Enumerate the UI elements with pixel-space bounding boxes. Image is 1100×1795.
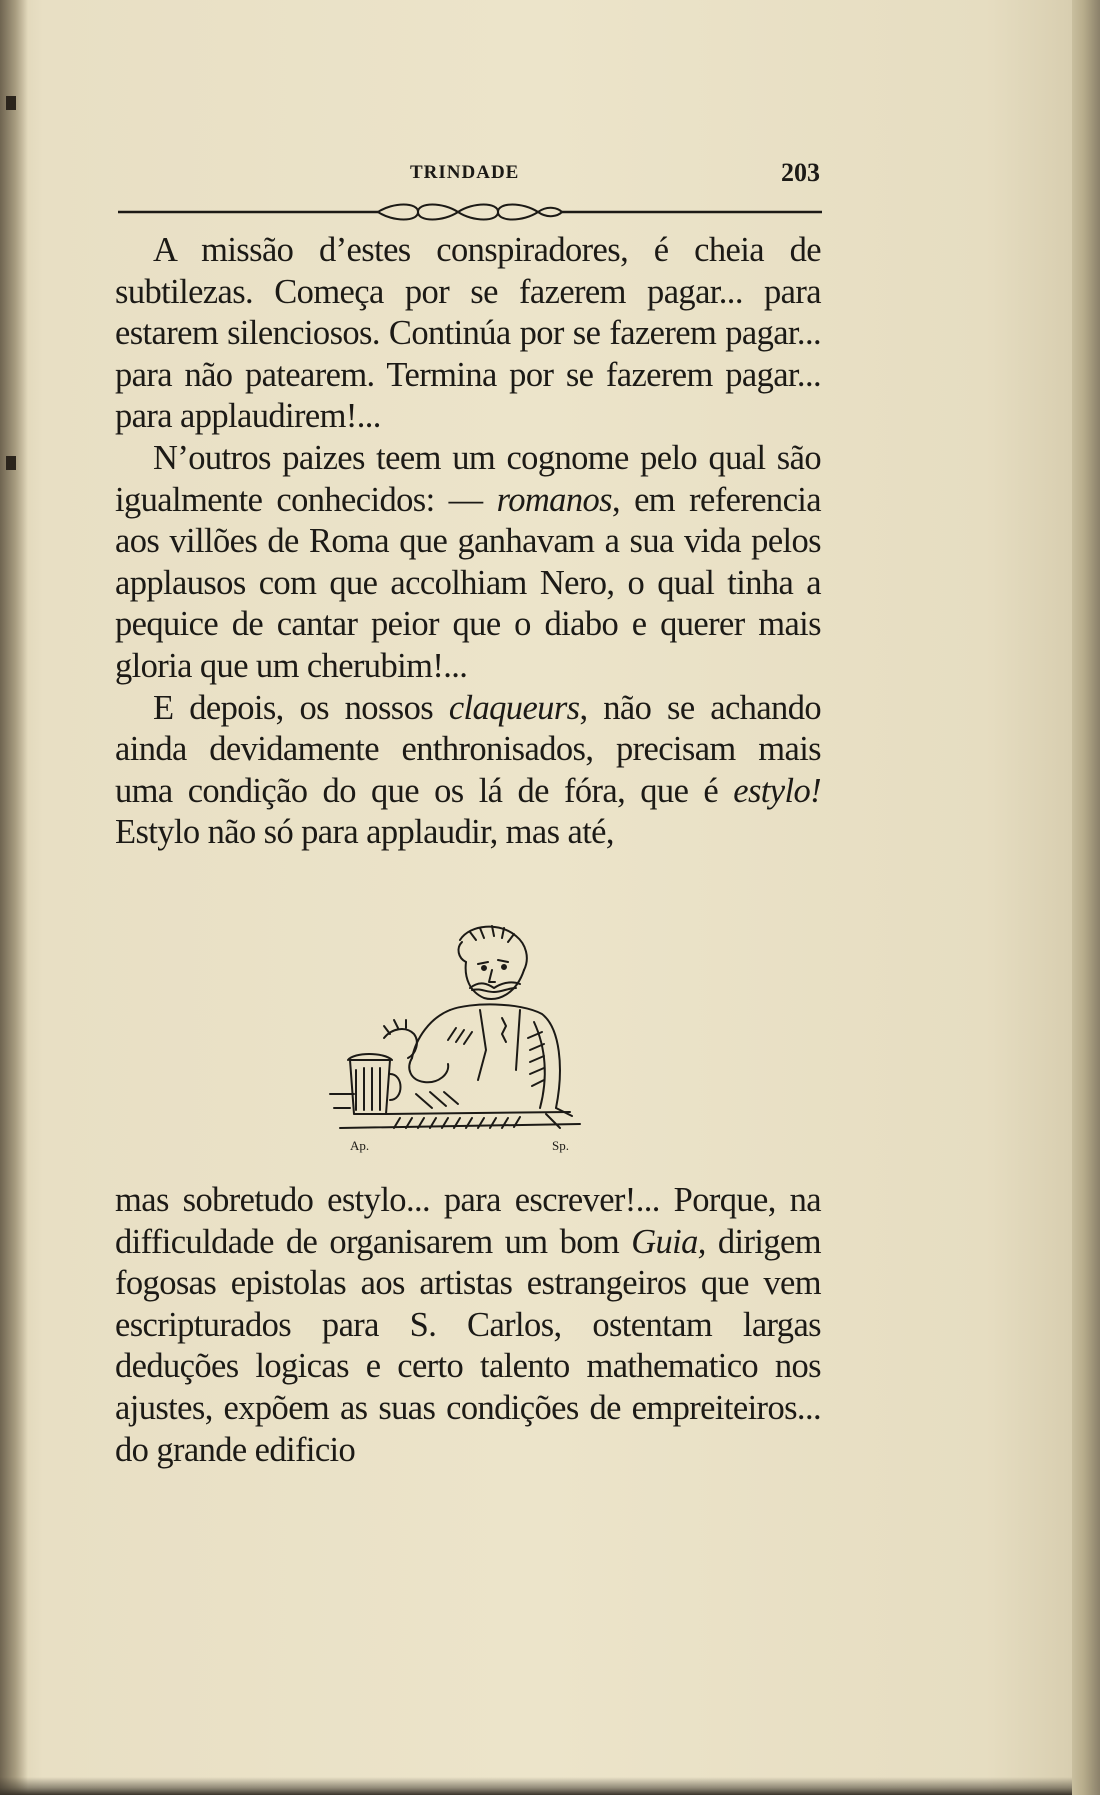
- text-run: , não se achando ainda devidamente enthronisados, precisam mais uma condição do que os lá de fóra, que é: [115, 688, 821, 810]
- running-title: TRINDADE: [410, 162, 520, 183]
- illustration-signature-right: Sp.: [552, 1138, 569, 1153]
- body-text-continuation: [115, 1180, 821, 1471]
- text-run: N’outros paizes teem um cognome pelo qual são igualmente conhecidos: —: [115, 438, 821, 519]
- engraving-man-at-table-icon: [320, 918, 600, 1158]
- body-text: [115, 230, 821, 854]
- text-run: A missão d’estes conspiradores, é cheia de subtilezas. Começa por se fazerem pagar... para estarem silenciosos. Continúa por se fazerem pagar... para não patearem. Termina por se fazerem pagar... para applaudirem!...: [115, 231, 821, 436]
- text-run: dirigem fogosas epistolas aos artistas estrangeiros que vem escripturados para S. Carlos, ostentam largas deduções logicas e certo talento mathematico nos ajustes, expõem as suas condições de empreiteiros... do grande edificio: [115, 1222, 822, 1469]
- binding-mark: [6, 96, 16, 110]
- page-number: 203: [781, 158, 820, 187]
- illustration-signature-left: Ap.: [350, 1138, 370, 1153]
- paragraph: [115, 438, 821, 688]
- paragraph-continuation: [115, 1180, 821, 1471]
- page-bottom-shadow: [0, 1777, 1072, 1795]
- page-edge-stack: [1072, 0, 1100, 1795]
- binding-mark: [6, 456, 16, 470]
- header-ornament-rule: [118, 200, 822, 224]
- running-header: [120, 158, 820, 192]
- text-run: Estylo não só para applaudir, mas até,: [115, 813, 614, 852]
- paragraph: [115, 688, 821, 854]
- italic-term: estylo!: [733, 771, 821, 810]
- page-binding-shadow: [0, 0, 28, 1795]
- text-run: E depois, os nossos: [153, 688, 449, 727]
- text-run: mas sobretudo estylo... para escrever!... Porque, na difficuldade de organisarem um bom: [115, 1181, 821, 1261]
- italic-term: claqueurs: [448, 688, 580, 727]
- text-run: , em referencia aos villões de Roma que ganhavam a sua vida pelos applausos com que accolhiam Nero, o qual tinha a pequice de cantar peior que o diabo e querer mais gloria que um cherubim!...: [115, 480, 821, 685]
- italic-term: romanos: [496, 480, 612, 519]
- italic-term: Guia,: [631, 1222, 706, 1261]
- paragraph: [115, 230, 821, 438]
